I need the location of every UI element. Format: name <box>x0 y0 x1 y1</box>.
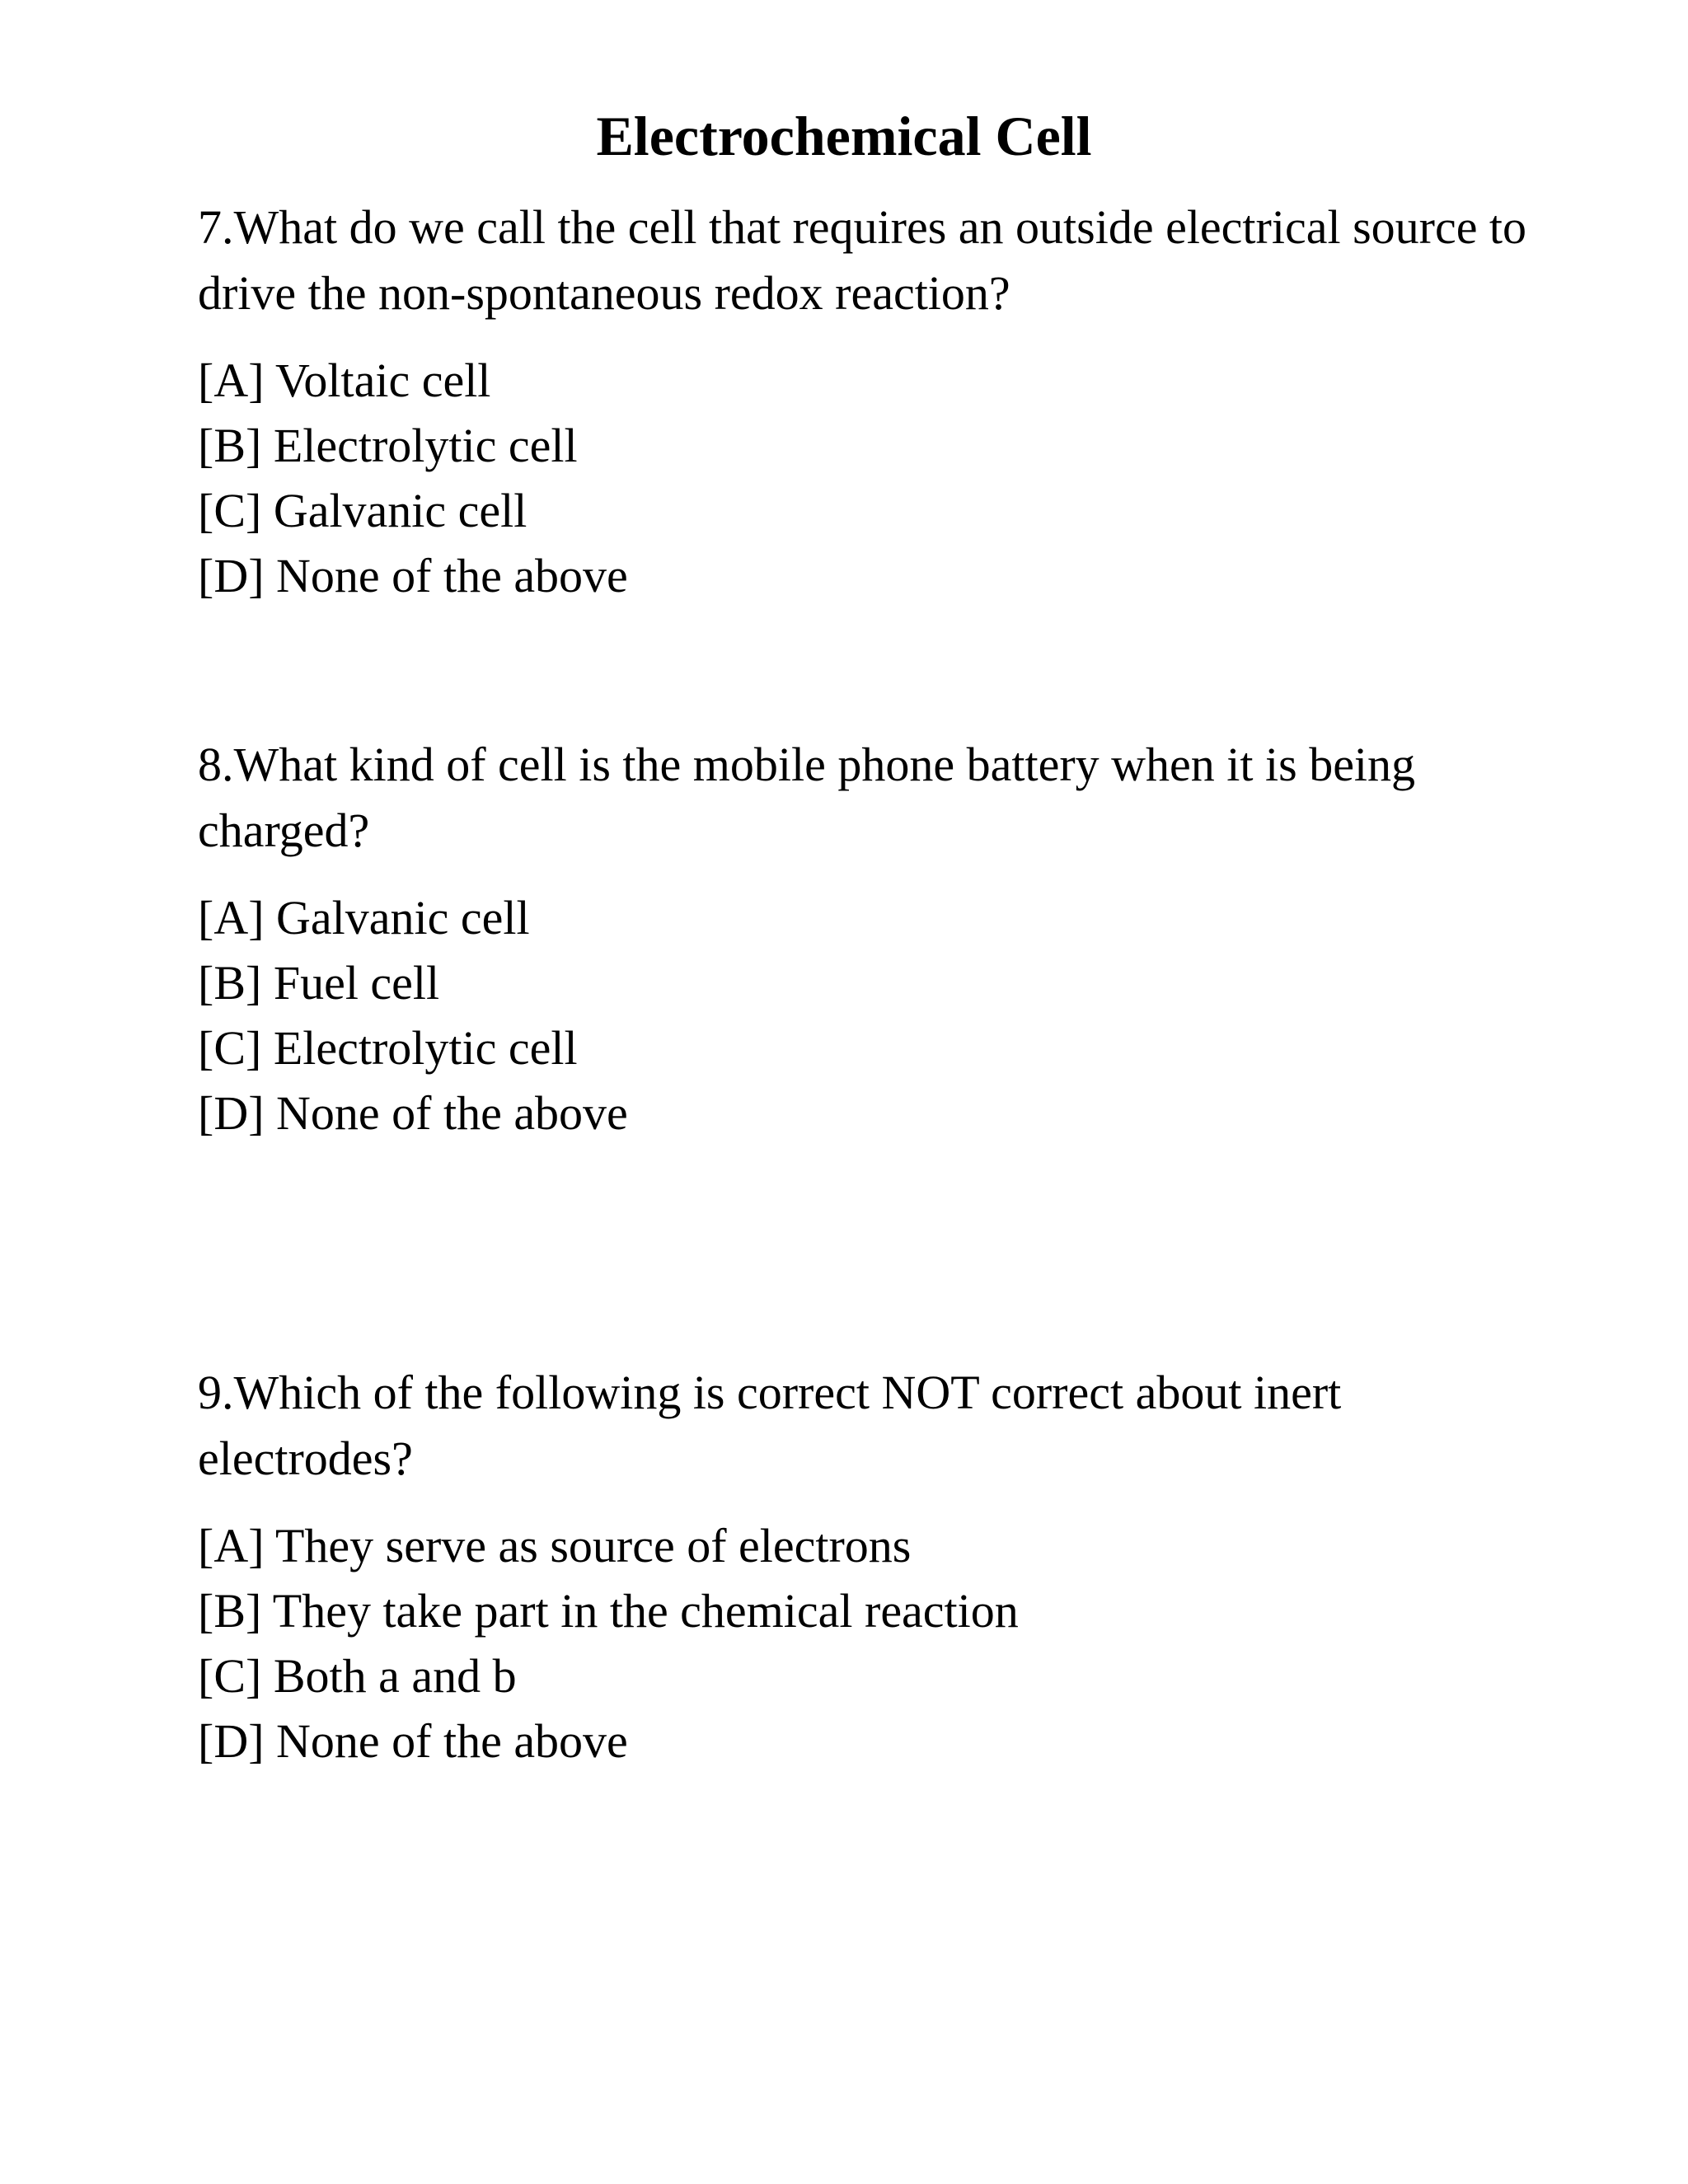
option-b: [B] They take part in the chemical reaction <box>198 1584 1019 1638</box>
option-d: [D] None of the above <box>198 1086 628 1140</box>
option-c: [C] Both a and b <box>198 1649 517 1703</box>
question-8 <box>198 732 1533 1146</box>
option-a: [A] They serve as source of electrons <box>198 1519 912 1572</box>
question-9 <box>198 1360 1533 1774</box>
option-c: [C] Galvanic cell <box>198 484 528 537</box>
option-b: [B] Fuel cell <box>198 956 440 1010</box>
page-title: Electrochemical Cell <box>596 105 1092 167</box>
question-text: 8.What kind of cell is the mobile phone battery when it is being charged? <box>198 738 1416 857</box>
option-a: [A] Galvanic cell <box>198 891 530 944</box>
option-b: [B] Electrolytic cell <box>198 419 578 472</box>
option-list <box>198 1513 1533 1774</box>
question-7 <box>198 194 1533 608</box>
option-list <box>198 885 1533 1146</box>
option-d: [D] None of the above <box>198 1714 628 1768</box>
option-list <box>198 348 1533 608</box>
option-d: [D] None of the above <box>198 549 628 602</box>
option-a: [A] Voltaic cell <box>198 354 491 407</box>
option-c: [C] Electrolytic cell <box>198 1021 578 1075</box>
question-text: 7.What do we call the cell that requires an outside electrical source to drive the non-spontaneous redox reaction? <box>198 200 1527 320</box>
question-text: 9.Which of the following is correct NOT correct about inert electrodes? <box>198 1366 1342 1485</box>
